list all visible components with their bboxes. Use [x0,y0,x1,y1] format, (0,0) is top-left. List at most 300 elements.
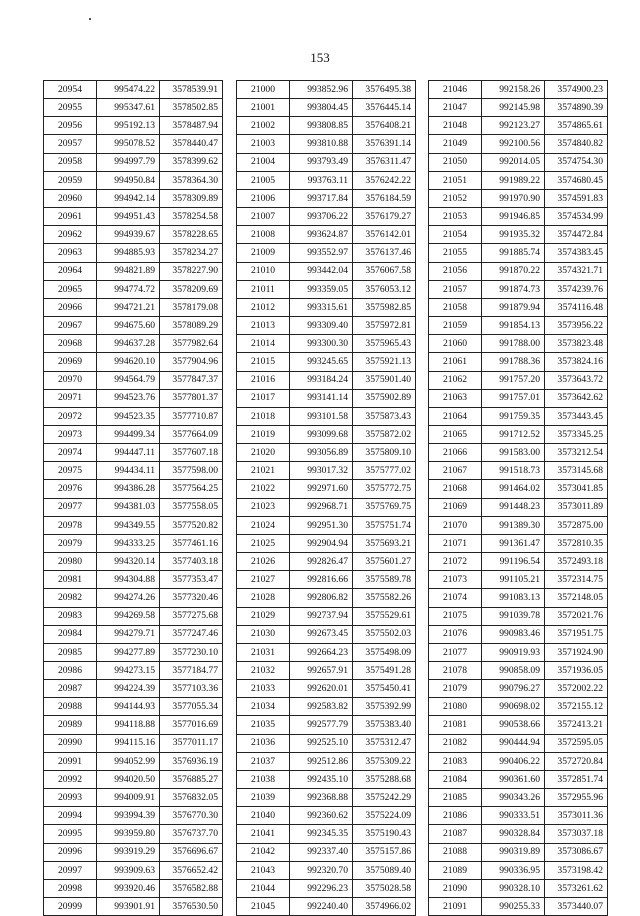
table-row [429,335,608,353]
point-id-cell: 21041 [237,825,290,843]
y-coordinate-cell: 3573824.16 [545,353,608,371]
x-coordinate-cell: 994675.60 [97,317,160,335]
x-coordinate-cell: 992806.82 [290,589,353,607]
x-coordinate-cell: 991788.36 [482,353,545,371]
x-coordinate-cell: 993901.91 [97,898,160,916]
point-id-cell: 20976 [44,480,97,498]
table-row [44,353,223,371]
table-row [237,189,416,207]
x-coordinate-cell: 993056.89 [290,444,353,462]
table-row [237,516,416,534]
point-id-cell: 20989 [44,716,97,734]
point-id-cell: 21000 [237,81,290,99]
y-coordinate-cell: 3576067.58 [353,262,416,280]
point-id-cell: 20961 [44,208,97,226]
x-coordinate-cell: 995347.61 [97,99,160,117]
y-coordinate-cell: 3574472.84 [545,226,608,244]
x-coordinate-cell: 994951.43 [97,208,160,226]
y-coordinate-cell: 3577461.16 [160,534,223,552]
y-coordinate-cell: 3573011.89 [545,498,608,516]
point-id-cell: 21079 [429,680,482,698]
y-coordinate-cell: 3578179.08 [160,298,223,316]
y-coordinate-cell: 3577520.82 [160,516,223,534]
table-row [429,208,608,226]
x-coordinate-cell: 993442.04 [290,262,353,280]
y-coordinate-cell: 3576885.27 [160,770,223,788]
y-coordinate-cell: 3571924.90 [545,643,608,661]
y-coordinate-cell: 3577055.34 [160,698,223,716]
point-id-cell: 20991 [44,752,97,770]
point-id-cell: 21048 [429,117,482,135]
table-row [429,716,608,734]
y-coordinate-cell: 3577710.87 [160,407,223,425]
y-coordinate-cell: 3575582.26 [353,589,416,607]
x-coordinate-cell: 991885.74 [482,244,545,262]
table-row [44,643,223,661]
y-coordinate-cell: 3575089.40 [353,861,416,879]
point-id-cell: 20968 [44,335,97,353]
point-id-cell: 20985 [44,643,97,661]
table-row [237,135,416,153]
y-coordinate-cell: 3576408.21 [353,117,416,135]
table-row [237,571,416,589]
table-row [429,226,608,244]
point-id-cell: 20992 [44,770,97,788]
x-coordinate-cell: 994269.58 [97,607,160,625]
x-coordinate-cell: 995078.52 [97,135,160,153]
point-id-cell: 20980 [44,553,97,571]
y-coordinate-cell: 3575777.02 [353,462,416,480]
table-row [237,898,416,916]
x-coordinate-cell: 995474.22 [97,81,160,99]
y-coordinate-cell: 3578089.29 [160,317,223,335]
x-coordinate-cell: 993624.87 [290,226,353,244]
point-id-cell: 21081 [429,716,482,734]
point-id-cell: 20974 [44,444,97,462]
y-coordinate-cell: 3578487.94 [160,117,223,135]
table-row [44,389,223,407]
x-coordinate-cell: 990538.66 [482,716,545,734]
table-row [429,734,608,752]
table-row [237,825,416,843]
y-coordinate-cell: 3577607.18 [160,444,223,462]
x-coordinate-cell: 991389.30 [482,516,545,534]
x-coordinate-cell: 992320.70 [290,861,353,879]
point-id-cell: 21067 [429,462,482,480]
point-id-cell: 20962 [44,226,97,244]
x-coordinate-cell: 994304.88 [97,571,160,589]
y-coordinate-cell: 3575693.21 [353,534,416,552]
point-id-cell: 21003 [237,135,290,153]
table-row [237,534,416,552]
y-coordinate-cell: 3577904.96 [160,353,223,371]
point-id-cell: 20993 [44,789,97,807]
y-coordinate-cell: 3578228.65 [160,226,223,244]
point-id-cell: 21070 [429,516,482,534]
y-coordinate-cell: 3573198.42 [545,861,608,879]
table-row [429,843,608,861]
point-id-cell: 21089 [429,861,482,879]
table-row [44,625,223,643]
x-coordinate-cell: 994942.14 [97,189,160,207]
y-coordinate-cell: 3572002.22 [545,680,608,698]
point-id-cell: 21023 [237,498,290,516]
point-id-cell: 20958 [44,153,97,171]
table-row [429,861,608,879]
point-id-cell: 20967 [44,317,97,335]
y-coordinate-cell: 3577564.25 [160,480,223,498]
x-coordinate-cell: 993852.96 [290,81,353,99]
point-id-cell: 21028 [237,589,290,607]
table-row [44,789,223,807]
table-row [44,752,223,770]
x-coordinate-cell: 994523.76 [97,389,160,407]
y-coordinate-cell: 3577598.00 [160,462,223,480]
table-row [44,843,223,861]
x-coordinate-cell: 991083.13 [482,589,545,607]
point-id-cell: 21049 [429,135,482,153]
x-coordinate-cell: 992100.56 [482,135,545,153]
point-id-cell: 21022 [237,480,290,498]
y-coordinate-cell: 3573643.72 [545,371,608,389]
x-coordinate-cell: 993184.24 [290,371,353,389]
y-coordinate-cell: 3573145.68 [545,462,608,480]
x-coordinate-cell: 994721.21 [97,298,160,316]
table-row [429,407,608,425]
x-coordinate-cell: 991361.47 [482,534,545,552]
table-row [44,589,223,607]
x-coordinate-cell: 993804.45 [290,99,353,117]
x-coordinate-cell: 991105.21 [482,571,545,589]
x-coordinate-cell: 990255.33 [482,898,545,916]
point-id-cell: 21018 [237,407,290,425]
y-coordinate-cell: 3573440.07 [545,898,608,916]
point-id-cell: 20960 [44,189,97,207]
y-coordinate-cell: 3575901.40 [353,371,416,389]
point-id-cell: 21072 [429,553,482,571]
y-coordinate-cell: 3575872.02 [353,425,416,443]
table-row [429,770,608,788]
point-id-cell: 20978 [44,516,97,534]
y-coordinate-cell: 3573086.67 [545,843,608,861]
y-coordinate-cell: 3576242.22 [353,171,416,189]
x-coordinate-cell: 993099.68 [290,425,353,443]
x-coordinate-cell: 990319.89 [482,843,545,861]
point-id-cell: 21004 [237,153,290,171]
point-id-cell: 20955 [44,99,97,117]
table-row [44,734,223,752]
point-id-cell: 21050 [429,153,482,171]
point-id-cell: 21035 [237,716,290,734]
y-coordinate-cell: 3574865.61 [545,117,608,135]
table-row [429,298,608,316]
table-row [44,153,223,171]
point-id-cell: 21038 [237,770,290,788]
table-row [44,317,223,335]
y-coordinate-cell: 3571951.75 [545,625,608,643]
point-id-cell: 21056 [429,262,482,280]
point-id-cell: 20995 [44,825,97,843]
x-coordinate-cell: 991935.32 [482,226,545,244]
table-row [429,171,608,189]
y-coordinate-cell: 3577275.68 [160,607,223,625]
x-coordinate-cell: 990406.22 [482,752,545,770]
table-row [429,553,608,571]
y-coordinate-cell: 3574680.45 [545,171,608,189]
table-row [44,171,223,189]
table-row [429,462,608,480]
x-coordinate-cell: 993919.29 [97,843,160,861]
x-coordinate-cell: 993141.14 [290,389,353,407]
table-row [237,462,416,480]
point-id-cell: 21025 [237,534,290,552]
point-id-cell: 21009 [237,244,290,262]
point-id-cell: 20971 [44,389,97,407]
y-coordinate-cell: 3578539.91 [160,81,223,99]
table-row [237,589,416,607]
table-row [237,662,416,680]
table-row [429,317,608,335]
point-id-cell: 20996 [44,843,97,861]
point-id-cell: 21075 [429,607,482,625]
point-id-cell: 21040 [237,807,290,825]
point-id-cell: 21016 [237,371,290,389]
x-coordinate-cell: 990698.02 [482,698,545,716]
point-id-cell: 21077 [429,643,482,661]
table-row [429,81,608,99]
point-id-cell: 20990 [44,734,97,752]
point-id-cell: 20988 [44,698,97,716]
point-id-cell: 20994 [44,807,97,825]
y-coordinate-cell: 3577011.17 [160,734,223,752]
y-coordinate-cell: 3576652.42 [160,861,223,879]
x-coordinate-cell: 993101.58 [290,407,353,425]
y-coordinate-cell: 3573345.25 [545,425,608,443]
y-coordinate-cell: 3578440.47 [160,135,223,153]
x-coordinate-cell: 993706.22 [290,208,353,226]
table-row [44,99,223,117]
table-row [237,643,416,661]
point-id-cell: 21088 [429,843,482,861]
y-coordinate-cell: 3576137.46 [353,244,416,262]
table-row [44,462,223,480]
coordinate-table-3 [428,80,608,916]
table-row [44,553,223,571]
y-coordinate-cell: 3572720.84 [545,752,608,770]
table-row [44,298,223,316]
table-row [237,498,416,516]
table-row [44,335,223,353]
point-id-cell: 21031 [237,643,290,661]
point-id-cell: 21046 [429,81,482,99]
x-coordinate-cell: 994333.25 [97,534,160,552]
x-coordinate-cell: 993315.61 [290,298,353,316]
y-coordinate-cell: 3575383.40 [353,716,416,734]
y-coordinate-cell: 3574239.76 [545,280,608,298]
x-coordinate-cell: 992158.26 [482,81,545,99]
table-row [44,280,223,298]
table-row [237,298,416,316]
table-row [429,425,608,443]
table-row [429,789,608,807]
point-id-cell: 21082 [429,734,482,752]
point-id-cell: 20966 [44,298,97,316]
table-row [429,807,608,825]
x-coordinate-cell: 991874.73 [482,280,545,298]
point-id-cell: 21020 [237,444,290,462]
point-id-cell: 21084 [429,770,482,788]
x-coordinate-cell: 993994.39 [97,807,160,825]
table-row [44,444,223,462]
y-coordinate-cell: 3575028.58 [353,879,416,897]
point-id-cell: 21076 [429,625,482,643]
y-coordinate-cell: 3577247.46 [160,625,223,643]
point-id-cell: 21012 [237,298,290,316]
table-row [429,662,608,680]
point-id-cell: 21005 [237,171,290,189]
table-row [237,335,416,353]
x-coordinate-cell: 994939.67 [97,226,160,244]
table-row [429,498,608,516]
point-id-cell: 20981 [44,571,97,589]
table-row [44,534,223,552]
point-id-cell: 21030 [237,625,290,643]
y-coordinate-cell: 3575392.99 [353,698,416,716]
y-coordinate-cell: 3576311.47 [353,153,416,171]
point-id-cell: 20987 [44,680,97,698]
point-id-cell: 21086 [429,807,482,825]
x-coordinate-cell: 994950.84 [97,171,160,189]
x-coordinate-cell: 994020.50 [97,770,160,788]
point-id-cell: 21002 [237,117,290,135]
y-coordinate-cell: 3577103.36 [160,680,223,698]
x-coordinate-cell: 990336.95 [482,861,545,879]
x-coordinate-cell: 991870.22 [482,262,545,280]
x-coordinate-cell: 993959.80 [97,825,160,843]
point-id-cell: 20998 [44,879,97,897]
point-id-cell: 21024 [237,516,290,534]
table-row [429,589,608,607]
table-row [44,898,223,916]
point-id-cell: 21001 [237,99,290,117]
y-coordinate-cell: 3572595.05 [545,734,608,752]
y-coordinate-cell: 3577353.47 [160,571,223,589]
y-coordinate-cell: 3575982.85 [353,298,416,316]
point-id-cell: 21013 [237,317,290,335]
table-row [44,480,223,498]
x-coordinate-cell: 992971.60 [290,480,353,498]
x-coordinate-cell: 992435.10 [290,770,353,788]
table-row [429,117,608,135]
point-id-cell: 21045 [237,898,290,916]
x-coordinate-cell: 994274.26 [97,589,160,607]
point-id-cell: 21027 [237,571,290,589]
x-coordinate-cell: 992583.82 [290,698,353,716]
table-row [44,607,223,625]
x-coordinate-cell: 993359.05 [290,280,353,298]
point-id-cell: 21017 [237,389,290,407]
point-id-cell: 21068 [429,480,482,498]
point-id-cell: 20957 [44,135,97,153]
table-row [44,208,223,226]
point-id-cell: 21083 [429,752,482,770]
table-row [237,244,416,262]
y-coordinate-cell: 3575502.03 [353,625,416,643]
table-row [429,280,608,298]
x-coordinate-cell: 990333.51 [482,807,545,825]
y-coordinate-cell: 3575809.10 [353,444,416,462]
table-row [237,371,416,389]
y-coordinate-cell: 3575751.74 [353,516,416,534]
table-row [44,698,223,716]
x-coordinate-cell: 994447.11 [97,444,160,462]
x-coordinate-cell: 994279.71 [97,625,160,643]
y-coordinate-cell: 3574591.83 [545,189,608,207]
x-coordinate-cell: 991196.54 [482,553,545,571]
table-row [237,389,416,407]
y-coordinate-cell: 3573041.85 [545,480,608,498]
x-coordinate-cell: 990983.46 [482,625,545,643]
x-coordinate-cell: 992360.62 [290,807,353,825]
point-id-cell: 21065 [429,425,482,443]
point-id-cell: 20970 [44,371,97,389]
x-coordinate-cell: 993309.40 [290,317,353,335]
table-row [44,81,223,99]
table-row [429,643,608,661]
table-row [237,317,416,335]
y-coordinate-cell: 3573011.36 [545,807,608,825]
x-coordinate-cell: 990858.09 [482,662,545,680]
y-coordinate-cell: 3572493.18 [545,553,608,571]
x-coordinate-cell: 994564.79 [97,371,160,389]
y-coordinate-cell: 3575902.89 [353,389,416,407]
x-coordinate-cell: 990343.26 [482,789,545,807]
point-id-cell: 21014 [237,335,290,353]
table-row [429,244,608,262]
y-coordinate-cell: 3574890.39 [545,99,608,117]
y-coordinate-cell: 3576184.59 [353,189,416,207]
coordinate-table-2 [236,80,416,916]
point-id-cell: 20972 [44,407,97,425]
x-coordinate-cell: 995192.13 [97,117,160,135]
point-id-cell: 21033 [237,680,290,698]
x-coordinate-cell: 993552.97 [290,244,353,262]
y-coordinate-cell: 3574966.02 [353,898,416,916]
point-id-cell: 21059 [429,317,482,335]
y-coordinate-cell: 3576179.27 [353,208,416,226]
x-coordinate-cell: 992904.94 [290,534,353,552]
x-coordinate-cell: 994523.35 [97,407,160,425]
y-coordinate-cell: 3577982.64 [160,335,223,353]
x-coordinate-cell: 994821.89 [97,262,160,280]
table-row [429,371,608,389]
table-row [429,698,608,716]
table-row [237,425,416,443]
x-coordinate-cell: 991757.01 [482,389,545,407]
table-row [237,698,416,716]
table-row [237,625,416,643]
table-row [237,879,416,897]
y-coordinate-cell: 3572155.12 [545,698,608,716]
x-coordinate-cell: 991448.23 [482,498,545,516]
point-id-cell: 20997 [44,861,97,879]
table-row [429,607,608,625]
x-coordinate-cell: 993763.11 [290,171,353,189]
y-coordinate-cell: 3575972.81 [353,317,416,335]
y-coordinate-cell: 3576737.70 [160,825,223,843]
point-id-cell: 20982 [44,589,97,607]
x-coordinate-cell: 994009.91 [97,789,160,807]
